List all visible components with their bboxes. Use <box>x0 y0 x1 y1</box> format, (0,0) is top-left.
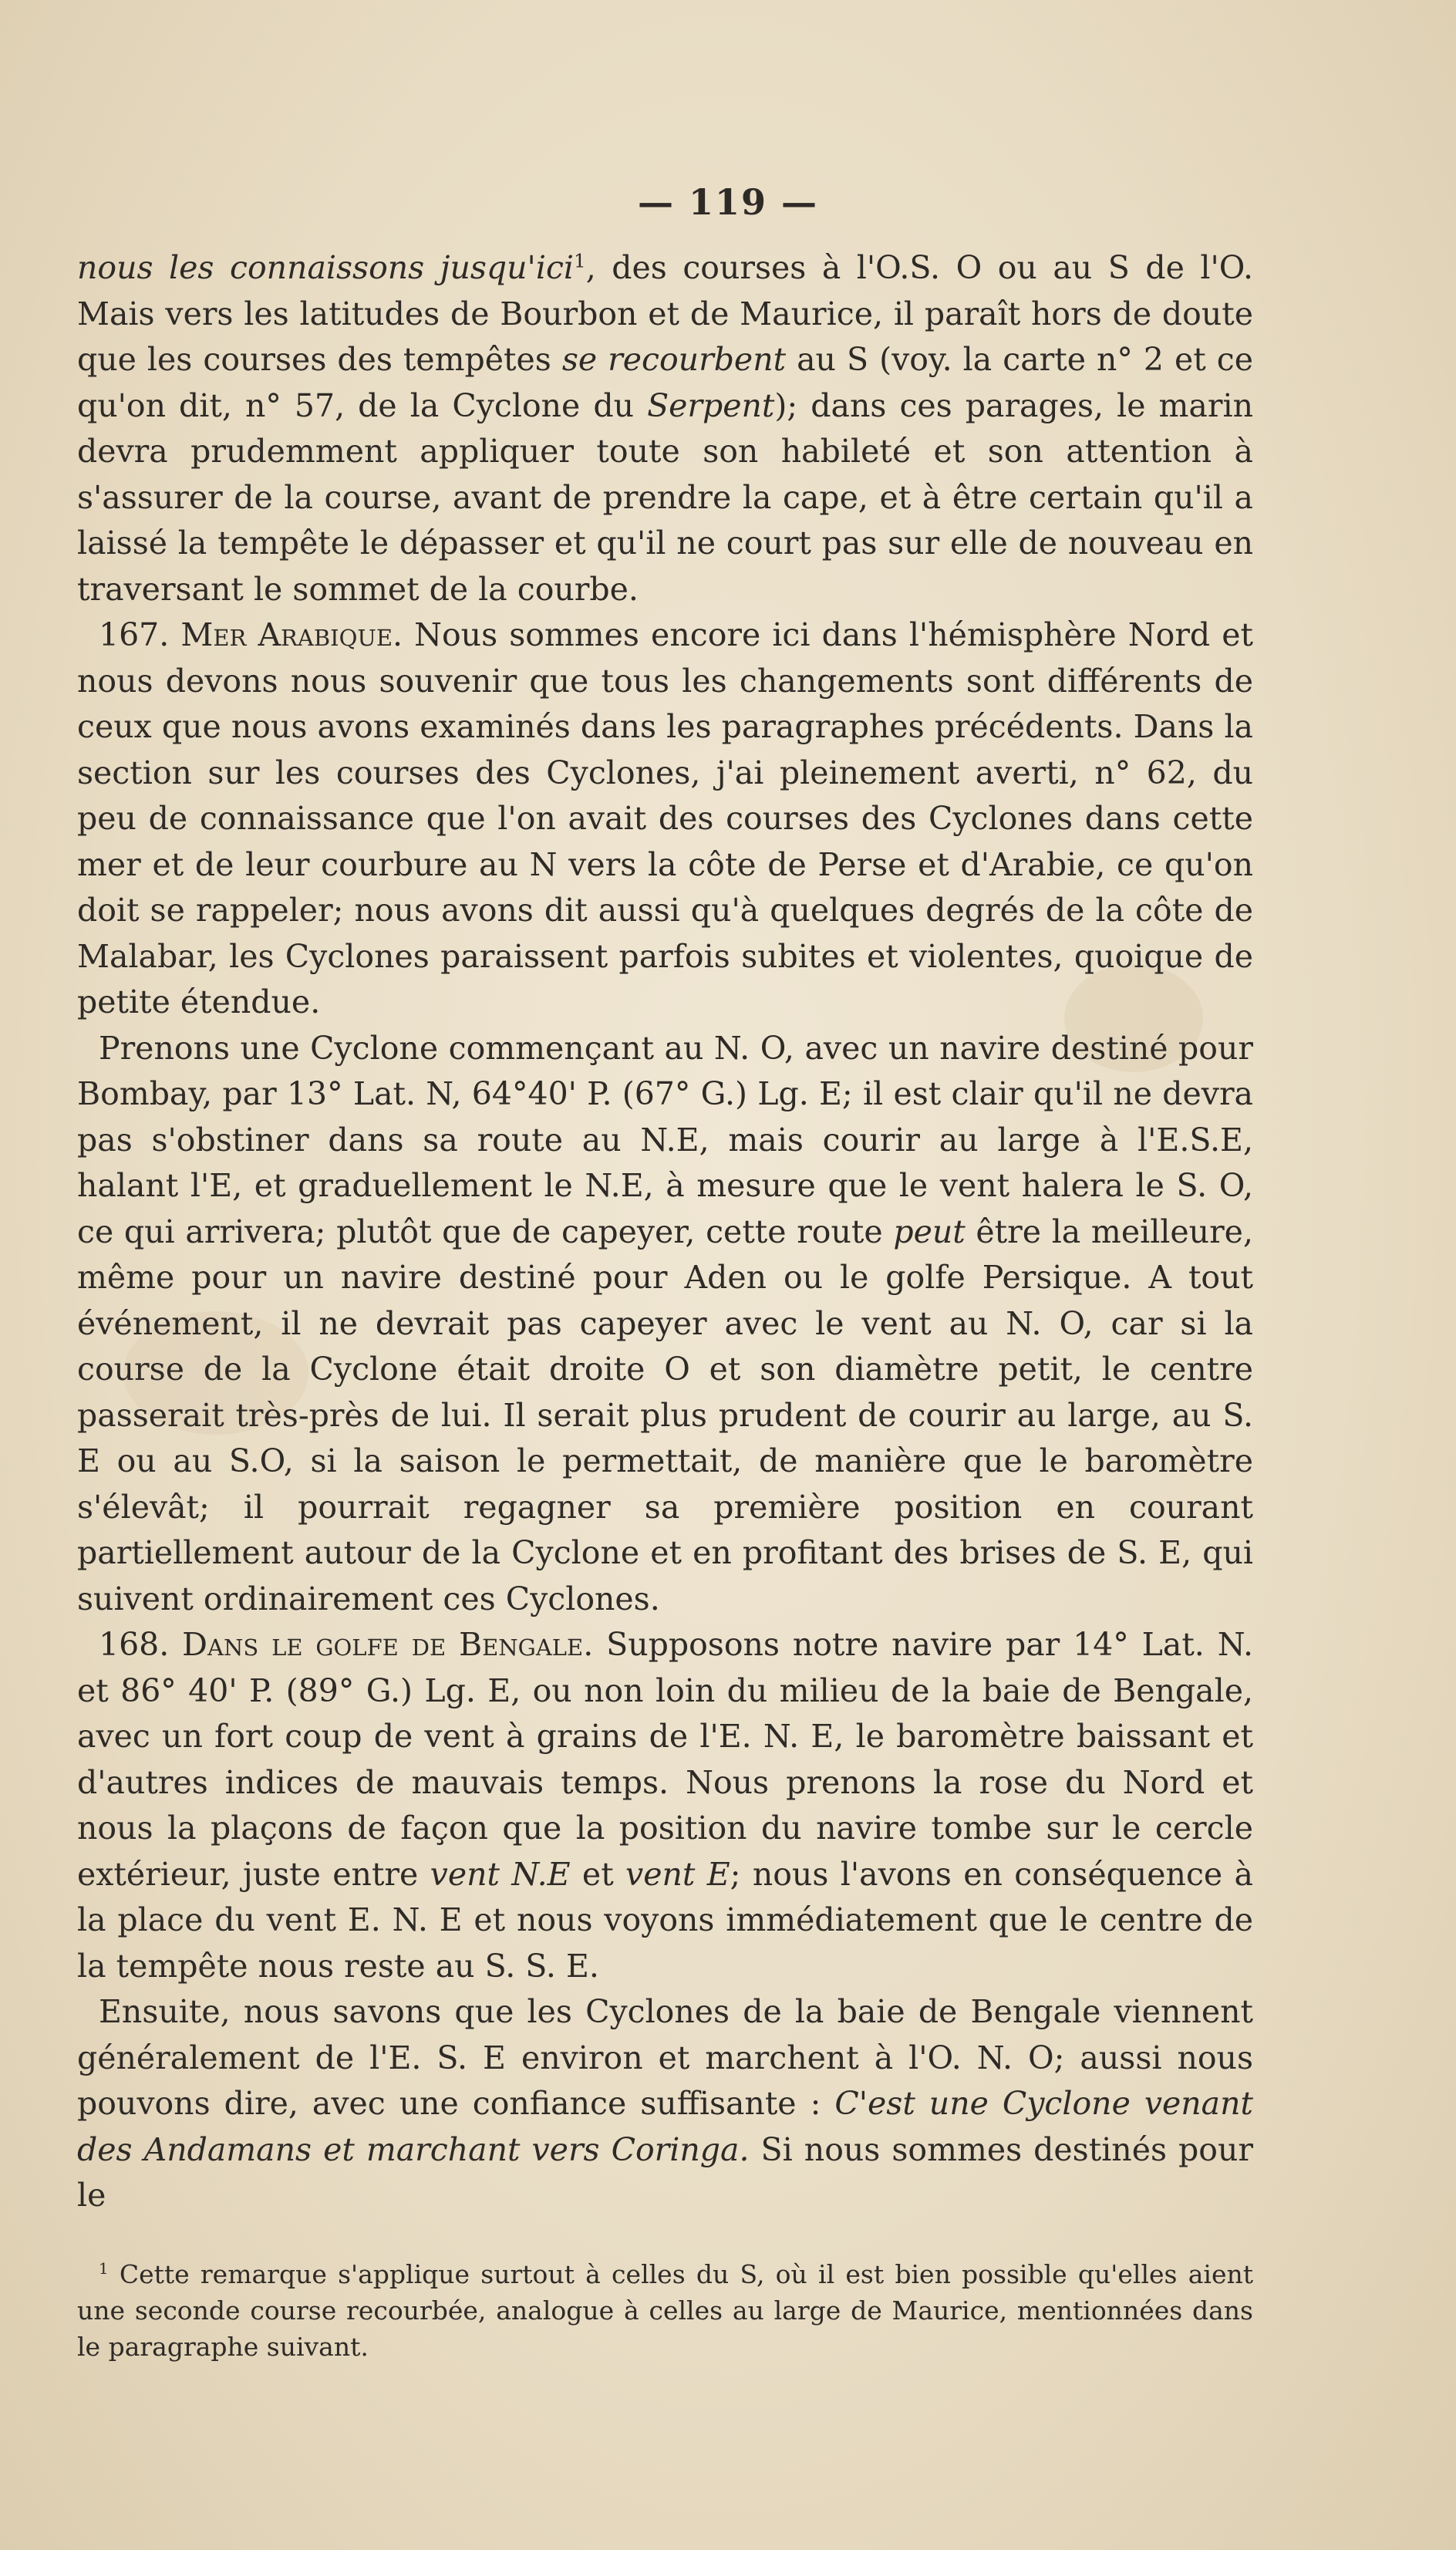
text-run: peut <box>893 1213 966 1250</box>
footnotes <box>77 2256 1253 2365</box>
text-run: Supposons notre navire par 14° Lat. N. et 86° 40' P. (89° G.) Lg. E, ou non loin du milieu de la baie de Bengale, avec un fort coup de vent à grains de l'E. N. E, le baromètre baissant et d'autres indices de mauvais temps. Nous prenons la rose du Nord et nous la plaçons de façon que la position du navire tombe sur le cercle extérieur, juste entre <box>77 1626 1253 1893</box>
text-run: C'est une Cyclone venant des Andamans et marchant vers Coringa. <box>77 2085 1254 2168</box>
paragraph <box>77 1026 1253 1623</box>
page-number: — 119 — <box>637 181 819 223</box>
paragraph <box>77 612 1253 1026</box>
text-run: au S (voy. la carte n° 2 et ce qu'on dit, n° 57, de la Cyclone du <box>77 341 1253 424</box>
body-text <box>77 245 1253 2219</box>
text-run: être la meilleure, même pour un navire destiné pour Aden ou le golfe Persique. A tout événement, il ne devrait pas capeyer avec le vent au N. O, car si la course de la Cyclone était droite O et son diamètre petit, le centre passerait très-près de lui. Il serait plus prudent de courir au large, au S. E ou au S.O, si la saison le permettait, de manière que le baromètre s'élevât; il pourrait regagner sa première position en courant partiellement autour de la Cyclone et en profitant des brises de S. E, qui suivent ordinairement ces Cyclones. <box>77 1213 1253 1617</box>
text-run: ); dans ces parages, le marin devra prudemment appliquer toute son habileté et son attention à s'assurer de la course, avant de prendre la cape, et à être certain qu'il a laissé la tempête le dépasser et qu'il ne court pas sur elle de nouveau en traversant le sommet de la courbe. <box>77 386 1253 608</box>
footnote-ref: 1 <box>574 249 586 272</box>
text-run: 167. <box>99 616 181 653</box>
text-run: , des courses à l'O.S. O ou au S de l'O. Mais vers les latitudes de Bourbon et de Maurice, il paraît hors de doute que les courses des tempêtes <box>77 249 1254 378</box>
text-run: ; nous l'avons en conséquence à la place du vent E. N. E et nous voyons immédiatement que le centre de la tempête nous reste au S. S. E. <box>77 1855 1253 1985</box>
paragraph <box>77 1989 1253 2219</box>
section-heading: Dans le golfe de Bengale. <box>182 1626 594 1663</box>
text-run: Si nous sommes destinés pour le <box>77 2130 1253 2214</box>
text-run: se recourbent <box>561 341 787 378</box>
text-run: et <box>570 1855 626 1893</box>
section-heading: Mer Arabique. <box>180 616 403 653</box>
footnote <box>77 2256 1253 2365</box>
text-run: Ensuite, nous savons que les Cyclones de la baie de Bengale viennent généralement de l'E. S. E environ et marchent à l'O. N. O; aussi nous pouvons dire, avec une confiance suffisante : <box>77 1993 1253 2122</box>
footnote-mark: 1 <box>99 2260 109 2278</box>
text-run: vent E <box>625 1855 730 1893</box>
text-run: Prenons une Cyclone commençant au N. O, avec un navire destiné pour Bombay, par 13° Lat. N, 64°40' P. (67° G.) Lg. E; il est clair qu'il ne devra pas s'obstiner dans sa route au N.E, mais courir au large à l'E.S.E, halant l'E, et graduellement le N.E, à mesure que le vent halera le S. O, ce qui arrivera; plutôt que de capeyer, cette route <box>77 1029 1253 1250</box>
paragraph <box>77 245 1253 612</box>
footnote-text: Cette remarque s'applique surtout à celles du S, où il est bien possible qu'elles aient une seconde course recourbée, analogue à celles au large de Maurice, mentionnées dans le paragraphe suivant. <box>77 2259 1253 2362</box>
paragraph <box>77 1622 1253 1989</box>
text-run: Serpent <box>647 386 775 424</box>
text-run: vent N.E <box>430 1855 571 1893</box>
text-run: nous les connaissons jusqu'ici <box>77 249 575 286</box>
text-run: 168. <box>99 1626 183 1663</box>
text-run: Nous sommes encore ici dans l'hémisphère Nord et nous devons nous souvenir que tous les changements sont différents de ceux que nous avons examinés dans les paragraphes précédents. Dans la section sur les courses des Cyclones, j'ai pleinement averti, n° 62, du peu de connaissance que l'on avait des courses des Cyclones dans cette mer et de leur courbure au N vers la côte de Perse et d'Arabie, ce qu'on doit se rappeler; nous avons dit aussi qu'à quelques degrés de la côte de Malabar, les Cyclones paraissent parfois subites et violentes, quoique de petite étendue. <box>77 616 1253 1020</box>
